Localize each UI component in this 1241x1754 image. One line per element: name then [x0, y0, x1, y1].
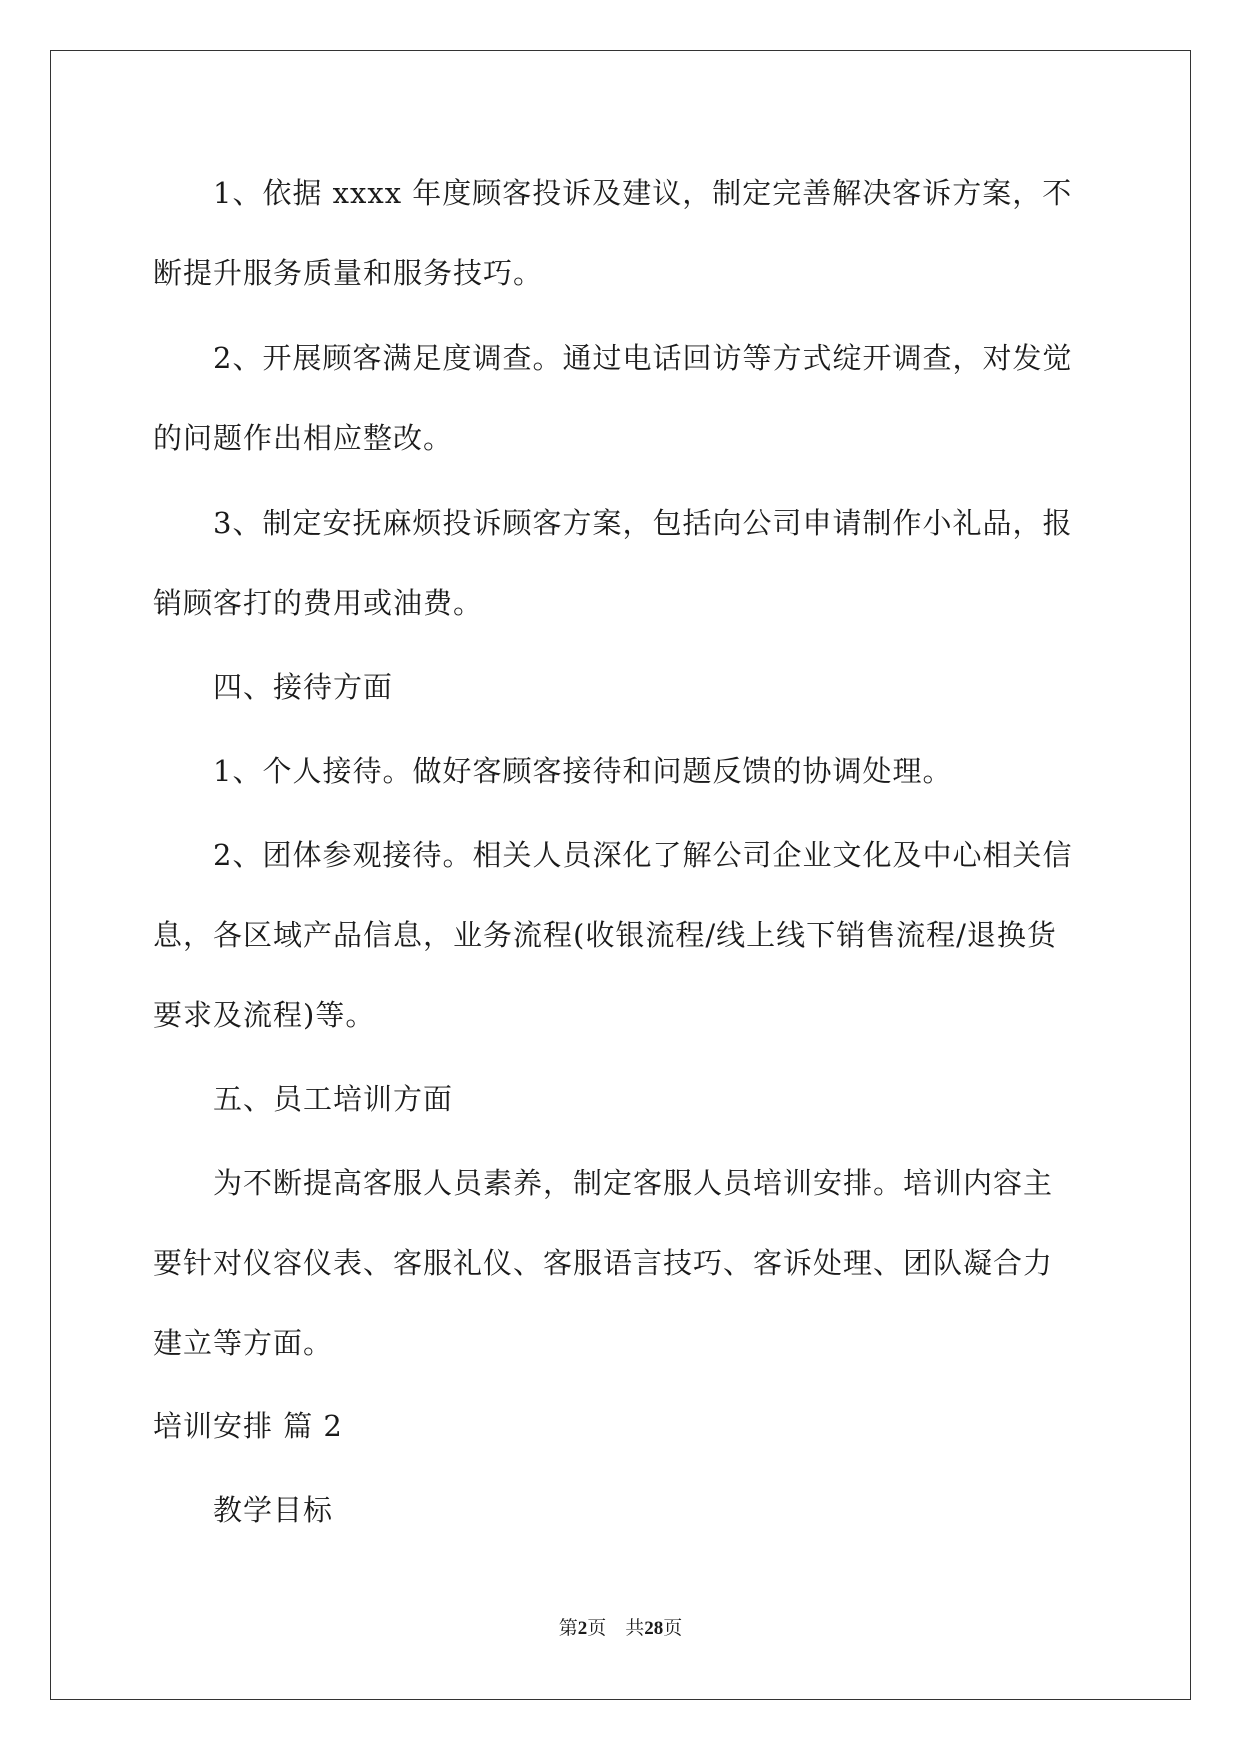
current-page-number: 2 [577, 1618, 588, 1639]
section-heading: 教学目标 [213, 1493, 334, 1527]
paragraph-line: 2、开展顾客满足度调查。通过电话回访等方式绽开调查，对发觉 [213, 341, 1073, 375]
paragraph-line: 建立等方面。 [153, 1326, 334, 1360]
total-page-count: 28 [644, 1618, 664, 1639]
paragraph-line: 息，各区域产品信息，业务流程(收银流程/线上线下销售流程/退换货 [153, 918, 1057, 952]
paragraph-line: 销顾客打的费用或油费。 [153, 586, 484, 620]
article-heading: 培训安排 篇 2 [153, 1409, 343, 1443]
paragraph-line: 2、团体参观接待。相关人员深化了解公司企业文化及中心相关信 [213, 838, 1073, 872]
paragraph-line: 1、个人接待。做好客顾客接待和问题反馈的协调处理。 [213, 754, 953, 788]
page-suffix: 页 [663, 1618, 683, 1639]
page-border [50, 50, 1191, 1700]
paragraph-line: 的问题作出相应整改。 [153, 421, 454, 455]
paragraph-line: 3、制定安抚麻烦投诉顾客方案，包括向公司申请制作小礼品，报 [213, 506, 1073, 540]
paragraph-line: 要针对仪容仪表、客服礼仪、客服语言技巧、客诉处理、团队凝合力 [153, 1246, 1054, 1280]
page-prefix: 第 [558, 1618, 578, 1639]
paragraph-line: 断提升服务质量和服务技巧。 [153, 256, 544, 290]
section-heading: 五、员工培训方面 [213, 1082, 454, 1116]
section-heading: 四、接待方面 [213, 670, 394, 704]
page-mid: 页 共 [587, 1618, 645, 1639]
page-footer [0, 1617, 1241, 1641]
paragraph-line: 为不断提高客服人员素养，制定客服人员培训安排。培训内容主 [213, 1166, 1054, 1200]
paragraph-line: 要求及流程)等。 [153, 998, 376, 1032]
paragraph-line: 1、依据 xxxx 年度顾客投诉及建议，制定完善解决客诉方案，不 [213, 176, 1073, 210]
